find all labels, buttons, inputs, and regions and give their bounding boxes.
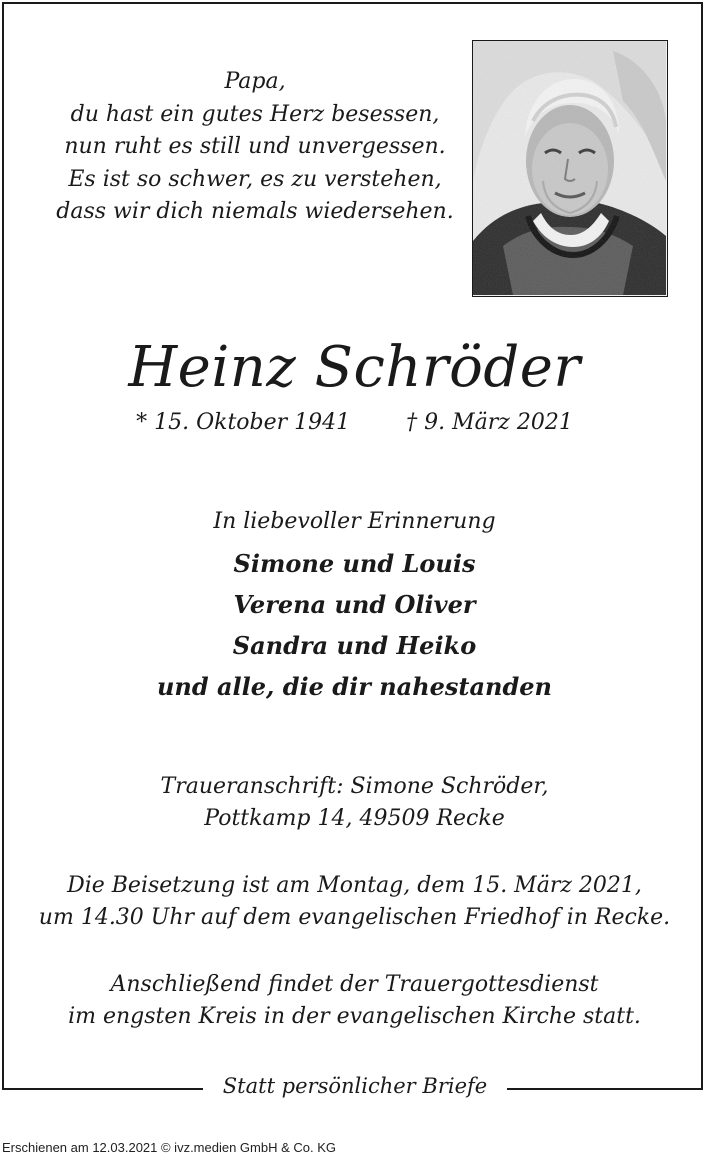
mourner-line: Sandra und Heiko bbox=[232, 631, 477, 660]
birth-date: * 15. Oktober 1941 bbox=[136, 410, 351, 435]
address-line: Traueranschrift: Simone Schröder, bbox=[160, 774, 549, 799]
life-dates bbox=[0, 408, 709, 438]
mourner-line: und alle, die dir nahestanden bbox=[156, 672, 553, 701]
publication-credit: Erschienen am 12.03.2021 © ivz.medien GmbH & Co. KG bbox=[2, 1140, 337, 1155]
bottom-rule-right bbox=[507, 1088, 703, 1090]
remembrance-intro: In liebevoller Erinnerung bbox=[213, 509, 496, 534]
mourner-line: Simone und Louis bbox=[233, 549, 476, 578]
death-date: † 9. März 2021 bbox=[406, 410, 573, 435]
poem-line: Papa, bbox=[224, 69, 286, 94]
service-info bbox=[0, 969, 709, 1033]
poem-line: nun ruht es still und unvergessen. bbox=[64, 134, 446, 159]
burial-line: um 14.30 Uhr auf dem evangelischen Friedhof in Recke. bbox=[38, 905, 671, 930]
mourning-address bbox=[0, 771, 709, 835]
footer-note: Statt persönlicher Briefe bbox=[222, 1074, 488, 1098]
burial-info bbox=[0, 870, 709, 934]
mourner-line: Verena und Oliver bbox=[233, 590, 476, 619]
mourners-list bbox=[0, 543, 709, 707]
bottom-rule-left bbox=[2, 1088, 203, 1090]
poem-line: du hast ein gutes Herz besessen, bbox=[70, 101, 440, 127]
poem-line: dass wir dich niemals wiedersehen. bbox=[56, 199, 454, 224]
service-line: Anschließend findet der Trauergottesdienst bbox=[110, 972, 599, 997]
portrait-photo bbox=[472, 40, 668, 297]
poem bbox=[20, 66, 490, 229]
address-line: Pottkamp 14, 49509 Recke bbox=[204, 806, 505, 831]
portrait-photo-icon bbox=[473, 41, 666, 295]
deceased-name: Heinz Schröder bbox=[128, 335, 581, 400]
poem-line: Es ist so schwer, es zu verstehen, bbox=[68, 166, 442, 192]
service-line: im engsten Kreis in der evangelischen Kirche statt. bbox=[68, 1004, 641, 1029]
burial-line: Die Beisetzung ist am Montag, dem 15. März 2021, bbox=[67, 873, 642, 898]
